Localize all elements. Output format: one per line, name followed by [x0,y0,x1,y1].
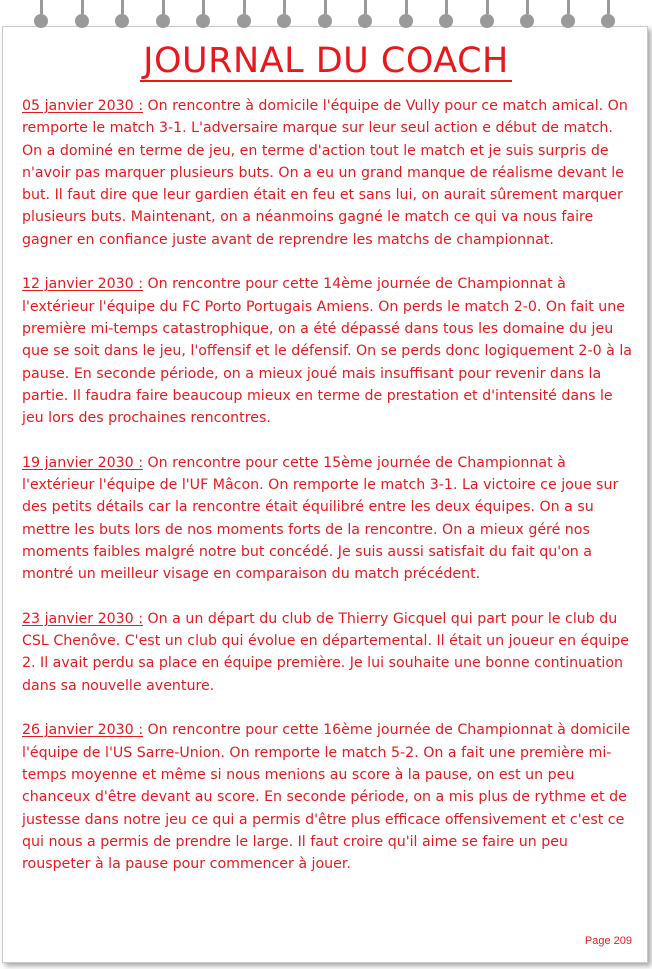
ring-icon [156,14,170,28]
journal-entry [22,452,632,586]
ring-icon [277,14,291,28]
ring-icon [318,14,332,28]
ring-icon [399,14,413,28]
journal-entry [22,95,632,251]
entry-text: On a un départ du club de Thierry Gicquel qui part pour le club du CSL Chenôve. C'est un club qui évolue en départemental. Il était un joueur en équipe 2. Il avait perdu sa place en équipe première. Je lui souhaite une bonne continuation dans sa nouvelle aventure. [22,610,629,694]
entry-text: On rencontre à domicile l'équipe de Vully pour ce match amical. On remporte le match 3-1. L'adversaire marque sur leur seul action e début de match. On a dominé en terme de jeu, en terme d'action tout le match et je suis surpris de n'avoir pas marquer plusieurs buts. On a eu un grand manque de réalisme devant le but. Il faut dire que leur gardien était en feu et sans lui, on aurait sûrement marquer plusieurs buts. Maintenant, on a néanmoins gagné le match ce qui va nous faire gagner en confiance juste avant de reprendre les matchs de championnat. [22,98,628,248]
page-title-text: JOURNAL DU COACH [140,42,512,82]
entry-date: 12 janvier 2030 : [22,276,143,293]
ring-icon [480,14,494,28]
ring-icon [520,14,534,28]
entry-text: On rencontre pour cette 15ème journée de Championnat à l'extérieur l'équipe de l'UF Mâcon. On remporte le match 3-1. La victoire ce joue sur des petits détails car la rencontre était équilibré entre les deux équipes. On a su mettre les buts lors de nos moments forts de la rencontre. On a mieux géré nos moments faibles malgré notre but concédé. Je suis aussi satisfait du fait qu'on a montré un meilleur visage en comparaison du match précédent. [22,454,619,583]
ring-icon [439,14,453,28]
journal-entry [22,608,632,697]
ring-icon [601,14,615,28]
journal-entry [22,273,632,429]
ring-icon [196,14,210,28]
entry-date: 05 janvier 2030 : [22,98,143,114]
ring-icon [75,14,89,28]
binder-rings [0,14,652,40]
entry-date: 23 janvier 2030 : [22,610,143,627]
ring-icon [115,14,129,28]
entry-date: 19 janvier 2030 : [22,454,143,471]
ring-icon [561,14,575,28]
entry-text: On rencontre pour cette 14ème journée de Championnat à l'extérieur l'équipe du FC Porto Portugais Amiens. On perds le match 2-0. On fait une première mi-temps catastrophique, on a été dépassé dans tous les domaine du jeu que se soit dans le jeu, l'offensif et le défensif. On se perds donc logiquement 2-0 à la pause. En seconde période, on a mieux joué mais insuffisant pour revenir dans la partie. Il faudra faire beaucoup mieux en terme de prestation et d'intensité dans le jeu lors des prochaines rencontres. [22,276,632,427]
page-title [0,40,652,82]
journal-entry [22,719,632,875]
ring-icon [237,14,251,28]
journal-content [22,95,632,898]
page-number: Page 209 [584,935,632,947]
ring-icon [358,14,372,28]
entry-date: 26 janvier 2030 : [22,722,143,739]
ring-icon [34,14,48,28]
entry-text: On rencontre pour cette 16ème journée de Championnat à domicile l'équipe de l'US Sarre-Union. On remporte le match 5-2. On a fait une première mi-temps moyenne et même si nous menions au score à la pause, on est un peu chanceux d'être devant au score. En seconde période, on a mis plus de rythme et de justesse dans notre jeu ce qui a permis d'être plus efficace offensivement et c'est ce qui nous a permis de prendre le large. Il faut croire qu'il aime se faire un peu rouspeter à la pause pour commencer à jouer. [22,722,631,873]
